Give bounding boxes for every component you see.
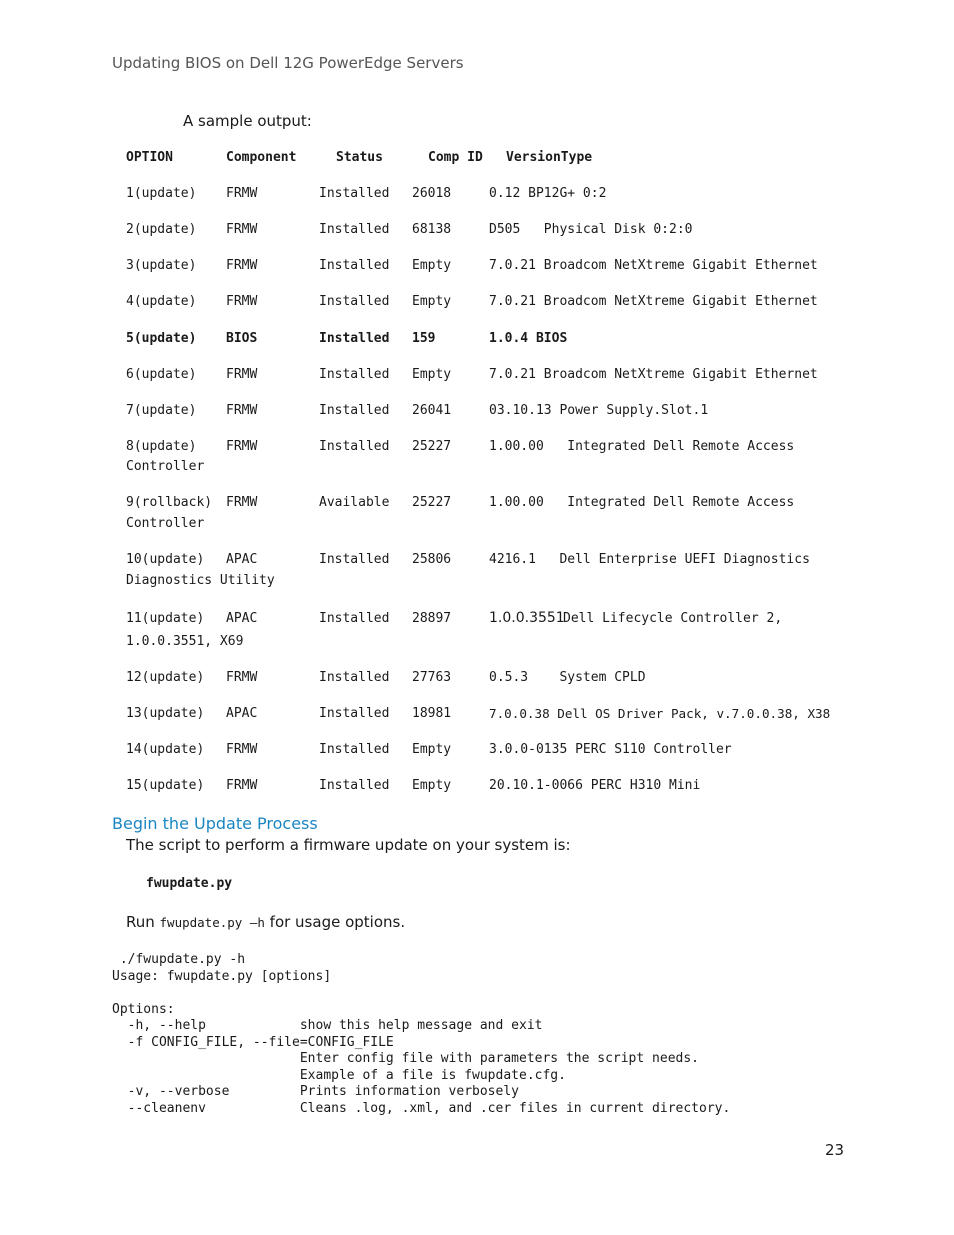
row-component: FRMW bbox=[226, 670, 258, 685]
row-component: APAC bbox=[226, 611, 258, 626]
table-header bbox=[126, 150, 866, 170]
col-version-type: VersionType bbox=[506, 150, 593, 165]
row-wrap-text: Diagnostics Utility bbox=[126, 573, 275, 588]
table-row bbox=[126, 294, 866, 314]
row-status: Installed bbox=[319, 706, 390, 721]
row-component: FRMW bbox=[226, 403, 258, 418]
row-comp-id: 25227 bbox=[412, 495, 452, 510]
row-option: 12(update) bbox=[126, 670, 205, 685]
table-row bbox=[126, 439, 866, 459]
row-component: APAC bbox=[226, 552, 258, 567]
col-status: Status bbox=[336, 150, 383, 165]
row-wrap-text: Controller bbox=[126, 516, 205, 531]
row-version-type: 7.0.0.38 Dell OS Driver Pack, v.7.0.0.38, X38 bbox=[489, 706, 831, 721]
row-status: Installed bbox=[319, 331, 390, 346]
row-component: FRMW bbox=[226, 186, 258, 201]
table-row bbox=[126, 222, 866, 242]
col-component: Component bbox=[226, 150, 297, 165]
row-comp-id: 28897 bbox=[412, 611, 452, 626]
row-version-type: 03.10.13 Power Supply.Slot.1 bbox=[489, 403, 709, 418]
row-status: Installed bbox=[319, 367, 390, 382]
usage-output: ./fwupdate.py -h Usage: fwupdate.py [options] Options: -h, --help show this help message and exit -f CONFIG_FILE, --file=CONFIG_FILE Enter config file with parameters the script needs. Example of a file is fwupdate.cfg. -v, --verbose Prints information verbosely --cleanenv Cleans .log, .xml, and .cer files in current directory. bbox=[112, 952, 731, 1116]
paragraph-run-usage bbox=[126, 913, 405, 931]
table-row bbox=[126, 552, 866, 572]
row-version-type: 7.0.21 Broadcom NetXtreme Gigabit Ethernet bbox=[489, 367, 818, 382]
page-header: Updating BIOS on Dell 12G PowerEdge Servers bbox=[112, 54, 464, 72]
row-option: 13(update) bbox=[126, 706, 205, 721]
section-heading: Begin the Update Process bbox=[112, 814, 318, 833]
table-row bbox=[126, 403, 866, 423]
table-row bbox=[126, 778, 866, 798]
table-row bbox=[126, 186, 866, 206]
inline-code: fwupdate.py –h bbox=[159, 915, 265, 930]
row-component: FRMW bbox=[226, 367, 258, 382]
row-option: 11(update) bbox=[126, 611, 205, 626]
row-comp-id: 18981 bbox=[412, 706, 452, 721]
row-version-type: 3.0.0-0135 PERC S110 Controller bbox=[489, 742, 732, 757]
row-option: 7(update) bbox=[126, 403, 197, 418]
row-version-type: 1.00.00 Integrated Dell Remote Access bbox=[489, 439, 795, 454]
run-suffix: for usage options. bbox=[264, 913, 406, 931]
row-status: Installed bbox=[319, 222, 390, 237]
script-name: fwupdate.py bbox=[146, 876, 233, 891]
row-version-type: Dell Lifecycle Controller 2, bbox=[563, 611, 783, 626]
table-row bbox=[126, 258, 866, 278]
row-version-type: 20.10.1-0066 PERC H310 Mini bbox=[489, 778, 701, 793]
row-component: FRMW bbox=[226, 742, 258, 757]
table-row bbox=[126, 367, 866, 387]
row-comp-id: 27763 bbox=[412, 670, 452, 685]
table-row-highlighted bbox=[126, 331, 866, 351]
row-version-type: 1.00.00 Integrated Dell Remote Access bbox=[489, 495, 795, 510]
row-comp-id: Empty bbox=[412, 778, 452, 793]
row-status: Installed bbox=[319, 294, 390, 309]
col-option: OPTION bbox=[126, 150, 173, 165]
row-component: BIOS bbox=[226, 331, 258, 346]
row-component: FRMW bbox=[226, 222, 258, 237]
table-row bbox=[126, 670, 866, 690]
row-option: 10(update) bbox=[126, 552, 205, 567]
row-option: 5(update) bbox=[126, 331, 197, 346]
row-version-type: 0.12 BP12G+ 0:2 bbox=[489, 186, 607, 201]
row-component: FRMW bbox=[226, 495, 258, 510]
row-version-type: 4216.1 Dell Enterprise UEFI Diagnostics bbox=[489, 552, 810, 567]
row-option: 14(update) bbox=[126, 742, 205, 757]
paragraph-script-intro: The script to perform a firmware update on your system is: bbox=[126, 836, 571, 854]
row-component: FRMW bbox=[226, 439, 258, 454]
row-component: APAC bbox=[226, 706, 258, 721]
row-option: 6(update) bbox=[126, 367, 197, 382]
row-comp-id: 26018 bbox=[412, 186, 452, 201]
table-row bbox=[126, 706, 866, 726]
row-status: Installed bbox=[319, 439, 390, 454]
row-option: 8(update) bbox=[126, 439, 197, 454]
row-version: 1.0.0.3551 bbox=[489, 610, 565, 626]
row-wrap-text: 1.0.0.3551, X69 bbox=[126, 634, 244, 649]
row-comp-id: Empty bbox=[412, 367, 452, 382]
row-status: Available bbox=[319, 495, 390, 510]
row-option: 1(update) bbox=[126, 186, 197, 201]
row-version-type: 1.0.4 BIOS bbox=[489, 331, 568, 346]
row-comp-id: 25806 bbox=[412, 552, 452, 567]
row-comp-id: Empty bbox=[412, 258, 452, 273]
row-status: Installed bbox=[319, 742, 390, 757]
row-comp-id: 68138 bbox=[412, 222, 452, 237]
row-status: Installed bbox=[319, 552, 390, 567]
row-option: 3(update) bbox=[126, 258, 197, 273]
row-version-type: D505 Physical Disk 0:2:0 bbox=[489, 222, 693, 237]
row-status: Installed bbox=[319, 403, 390, 418]
row-comp-id: 26041 bbox=[412, 403, 452, 418]
row-option: 15(update) bbox=[126, 778, 205, 793]
run-prefix: Run bbox=[126, 913, 160, 931]
row-option: 4(update) bbox=[126, 294, 197, 309]
row-status: Installed bbox=[319, 258, 390, 273]
table-row bbox=[126, 611, 866, 631]
row-version-type: 0.5.3 System CPLD bbox=[489, 670, 646, 685]
row-comp-id: Empty bbox=[412, 294, 452, 309]
row-option: 2(update) bbox=[126, 222, 197, 237]
row-status: Installed bbox=[319, 186, 390, 201]
row-status: Installed bbox=[319, 670, 390, 685]
row-version-type: 7.0.21 Broadcom NetXtreme Gigabit Ethernet bbox=[489, 294, 818, 309]
row-component: FRMW bbox=[226, 294, 258, 309]
col-comp-id: Comp ID bbox=[428, 150, 483, 165]
row-status: Installed bbox=[319, 778, 390, 793]
row-comp-id: Empty bbox=[412, 742, 452, 757]
row-option: 9(rollback) bbox=[126, 495, 213, 510]
row-status: Installed bbox=[319, 611, 390, 626]
row-version-type: 7.0.21 Broadcom NetXtreme Gigabit Ethernet bbox=[489, 258, 818, 273]
intro-text: A sample output: bbox=[183, 112, 312, 130]
row-wrap-text: Controller bbox=[126, 459, 205, 474]
row-comp-id: 159 bbox=[412, 331, 436, 346]
table-row bbox=[126, 742, 866, 762]
row-component: FRMW bbox=[226, 258, 258, 273]
table-row bbox=[126, 495, 866, 515]
row-comp-id: 25227 bbox=[412, 439, 452, 454]
row-component: FRMW bbox=[226, 778, 258, 793]
page-number: 23 bbox=[825, 1141, 845, 1159]
